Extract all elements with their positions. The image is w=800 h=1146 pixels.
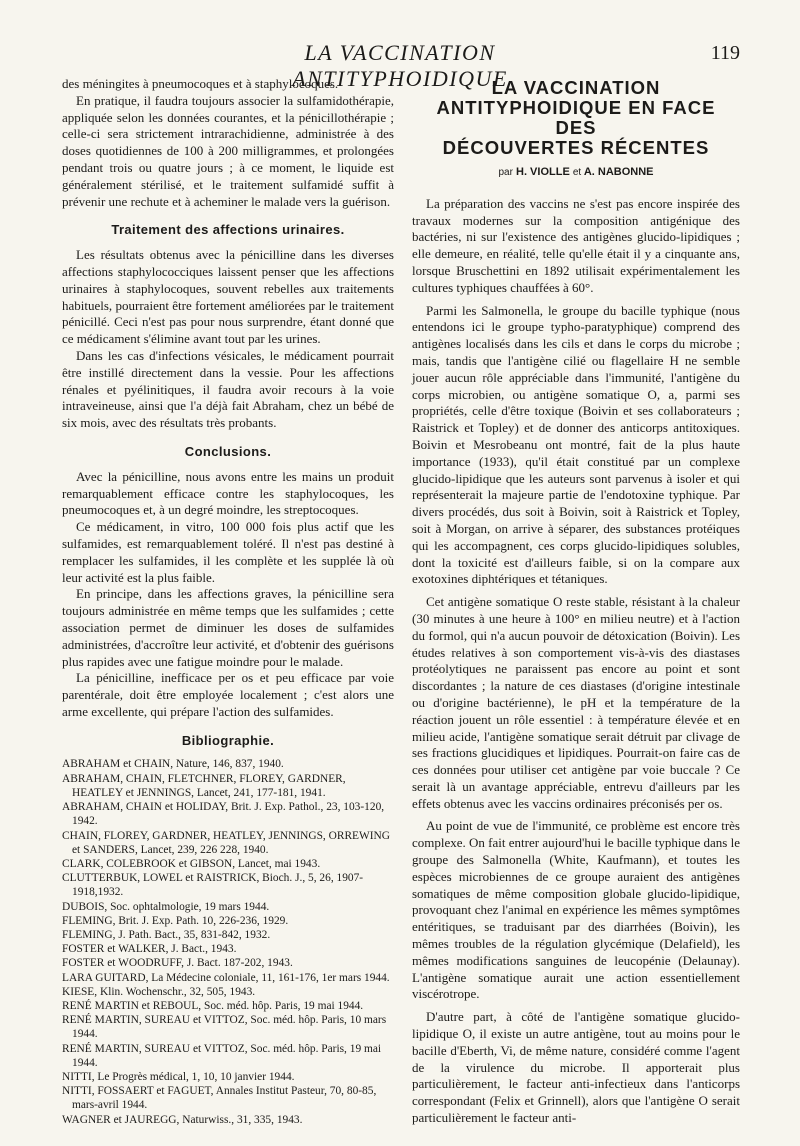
bibliography-entry: FLEMING, J. Path. Bact., 35, 831-842, 1932.: [62, 928, 271, 941]
paragraph: D'autre part, à côté de l'antigène somatique glucido-lipidique O, il existe un autre antigène, tout au moins pour le bacille d'Eberth, Vi, de même nature, considéré comme l'agent de la virulence du microbe. Il apporterait plus particulièrement, le facteur anti-infectieux dans l'anticorps correspondant (Felix et Grinnell), alors que l'antigène O serait particulièrement le facteur anti-: [412, 1009, 740, 1126]
bibliography-entry: NITTI, Le Progrès médical, 1, 10, 10 janvier 1944.: [62, 1070, 295, 1083]
bibliography-entry: DUBOIS, Soc. ophtalmologie, 19 mars 1944.: [62, 900, 270, 913]
paragraph: Cet antigène somatique O reste stable, résistant à la chaleur (30 minutes à une heure à 100° en milieu neutre) et à l'action du formol, qui n'a aucun pouvoir de détoxication (Boivin). Les études relatives à son comportement vis-à-vis des diastases protéolytiques ne paraissent pas encore au point et sont discordantes ; la nature de ces diastases (d'origine intestinale ou d'origine bactérienne), le pH et la température de la réaction jouent un rôle essentiel : à température élevée et en milieu acide, l'antigène somatique serait détruit par clivage de ses fractions glucidiques et lipidiques. Pourrait-on faire cas de ces données pour utiliser cet antigène par voie buccale ? Ce serait là un avantage appréciable, entrevu d'ailleurs par les effets obtenus avec les vaccins ordinaires préconisés per os.: [412, 594, 740, 811]
section-heading-conclusions: Conclusions.: [184, 443, 272, 459]
paragraph: Ce médicament, in vitro, 100 000 fois plus actif que les sulfamides, est remarquablement toléré. Il n'est pas destiné à remplacer les sulfamides, il les complète et les supplée là où leur activité est la plus faible.: [62, 519, 394, 585]
paragraph: Les résultats obtenus avec la pénicilline dans les diverses affections staphylococciques laissent penser que les affections urinaires à staphylocoques, souvent rebelles aux traitements habituels, pourraient être fortement améliorées par le traitement pénicillé. Ceci n'est pas pour nous surprendre, étant donné que ce médicament s'élimine avant tout par les urines.: [62, 247, 394, 347]
paragraph: Dans les cas d'infections vésicales, le médicament pourrait être instillé directement dans la vessie. Pour les affections rénales et pyélinitiques, il faudra avoir recours à la voie intraveineuse, ainsi que l'a déjà fait Abraham, chez un bébé de six mois, avec des résultats très probants.: [62, 347, 394, 431]
left-column: [62, 76, 394, 1127]
author-name: A. NABONNE: [583, 166, 654, 178]
paragraph: Au point de vue de l'immunité, ce problème est encore très complexe. On fait entrer aujourd'hui le bacille typhique dans le groupe des Salmonella (White, Kaufmann), et toutes les espèces microbiennes de ce groupe auraient des antigènes somatiques de même composition globale glucido-lipidique, provoquant chez l'animal en expérience les mêmes symptômes entéritiques, se traduisant par des diarrhées (Boivin), les mêmes troubles de la régulation glycémique (Delafield), les mêmes modifications sanguines de leucopénie (Delaunay). L'antigène somatique aurait une action essentiellement viscérotrope.: [412, 818, 740, 1002]
paragraph: des méningites à pneumocoques et à staphylocoques.: [62, 76, 339, 91]
bibliography-entry: CLARK, COLEBROOK et GIBSON, Lancet, mai 1943.: [62, 857, 321, 870]
running-title: LA VACCINATION ANTITYPHOIDIQUE: [292, 40, 508, 91]
paragraph: Parmi les Salmonella, le groupe du bacille typhique (nous entendons ici le groupe typho-paratyphique) comprend des antigènes localisés dans les cils et dans le corps du microbe ; mais, tandis que l'antigène cilié ou flagellaire H ne semble jouer aucun rôle appréciable dans l'immunité, l'antigène du corps microbien, ou antigène somatique O, a, parmi ses propriétés, celle d'être toxique (Boivin et ses collaborateurs ; Raistrick et Topley) et de donner des anticorps antitoxiques. Boivin et Mesrobeanu ont montré, fait de la plus haute importance (1933), qu'il était constitué par un complexe glucido-lipidique que les auteurs sont parvenus à isoler et qui représenterait la majeure partie de l'endotoxine typhique. Par divers procédés, dus soit à Boivin, soit à Raistrick et Topley, soit à Morgan, on arrive à séparer, des substances protéiques qui les accompagnent, ces corps glucido-lipidiques solubles, dont la toxicité est d'ailleurs faible, si on la compare aux exotoxines diphtériques et tétaniques.: [412, 302, 740, 587]
title-line: ANTITYPHOIDIQUE EN FACE: [436, 97, 716, 118]
paragraph: Avec la pénicilline, nous avons entre les mains un produit remarquablement efficace contre les staphylocoques, les pneumocoques et, à un degré moindre, les streptocoques.: [62, 468, 394, 518]
article-title: [412, 78, 740, 158]
bibliography-list: [62, 757, 394, 1126]
bibliography-entry: RENÉ MARTIN, SUREAU et VITTOZ, Soc. méd. hôp. Paris, 10 mars 1944.: [62, 1014, 387, 1041]
bibliography-entry: RENÉ MARTIN et REBOUL, Soc. méd. hôp. Paris, 19 mai 1944.: [62, 999, 364, 1012]
page-number: 119: [710, 42, 740, 64]
bibliography-entry: FOSTER et WALKER, J. Bact., 1943.: [62, 943, 237, 956]
bibliography-entry: ABRAHAM et CHAIN, Nature, 146, 837, 1940.: [62, 758, 284, 771]
bibliography-entry: FOSTER et WOODRUFF, J. Bact. 187-202, 1943.: [62, 957, 293, 970]
byline: [412, 164, 740, 182]
bibliography-entry: CLUTTERBUK, LOWEL et RAISTRICK, Bioch. J., 5, 26, 1907-1918,1932.: [62, 872, 364, 899]
bibliography-entry: LARA GUITARD, La Médecine coloniale, 11, 161-176, 1er mars 1944.: [62, 971, 390, 984]
section-heading-bibliography: Bibliographie.: [181, 732, 275, 748]
title-line: DES: [555, 117, 597, 138]
bibliography-entry: CHAIN, FLOREY, GARDNER, HEATLEY, JENNINGS, ORREWING et SANDERS, Lancet, 239, 226 228, 1940.: [62, 829, 391, 856]
bibliography-entry: FLEMING, Brit. J. Exp. Path. 10, 226-236, 1929.: [62, 914, 289, 927]
bibliography-entry: NITTI, FOSSAERT et FAGUET, Annales Institut Pasteur, 70, 80-85, mars-avril 1944.: [62, 1085, 377, 1112]
bibliography-entry: WAGNER et JAUREGG, Naturwiss., 31, 335, 1943.: [62, 1113, 303, 1126]
bibliography-entry: ABRAHAM, CHAIN, FLETCHNER, FLOREY, GARDNER, HEATLEY et JENNINGS, Lancet, 241, 177-181, 1941.: [62, 772, 346, 799]
title-line: LA VACCINATION: [491, 77, 661, 98]
paragraph: La préparation des vaccins ne s'est pas encore inspirée des travaux modernes sur la composition antigénique des bactéries, ni sur l'existence des antigènes glucido-lipidiques ; elle demeure, en réalité, telle qu'elle était il y a cinquante ans, lorsque Bruschettini en 1892 utilisait expérimentalement les cultures typhiques chauffées à 60°.: [412, 195, 740, 295]
bibliography-entry: KIESE, Klin. Wochenschr., 32, 505, 1943.: [62, 985, 256, 998]
paragraph: En pratique, il faudra toujours associer la sulfamidothérapie, appliquée selon les données courantes, et la pénicillothérapie ; celle-ci sera strictement intrarachidienne, administrée à des doses quotidiennes de 100 à 200 milligrammes, et prolongées pendant trois ou quatre jours ; à ce moment, le liquide est généralement stérilisé, et le traitement sulfamidé suffit à prévenir une rechute et à acheminer le malade vers la guérison.: [62, 92, 394, 209]
byline-par: par: [498, 167, 513, 178]
bibliography-entry: ABRAHAM, CHAIN et HOLIDAY, Brit. J. Exp. Pathol., 23, 103-120, 1942.: [62, 801, 385, 828]
bibliography-entry: RENÉ MARTIN, SUREAU et VITTOZ, Soc. méd. hôp. Paris, 19 mai 1944.: [62, 1042, 382, 1069]
byline-et: et: [572, 167, 582, 178]
right-column: [412, 76, 740, 1127]
title-line: DÉCOUVERTES RÉCENTES: [442, 137, 710, 158]
author-name: H. VIOLLE: [516, 166, 570, 178]
paragraph: La pénicilline, inefficace per os et peu efficace par voie parentérale, doit être employée localement ; c'est alors une arme excellente, qui prépare l'action des sulfamides.: [62, 670, 394, 719]
section-heading-urinary: Traitement des affections urinaires.: [111, 222, 345, 238]
paragraph: En principe, dans les affections graves, la pénicilline sera toujours administrée en même temps que les sulfamides ; cette association permet de diminuer les doses de sulfamides administrées, d'accroître leur activité, et d'obtenir des guérisons plus rapides avec une fatigue moindre pour le malade.: [62, 586, 394, 669]
